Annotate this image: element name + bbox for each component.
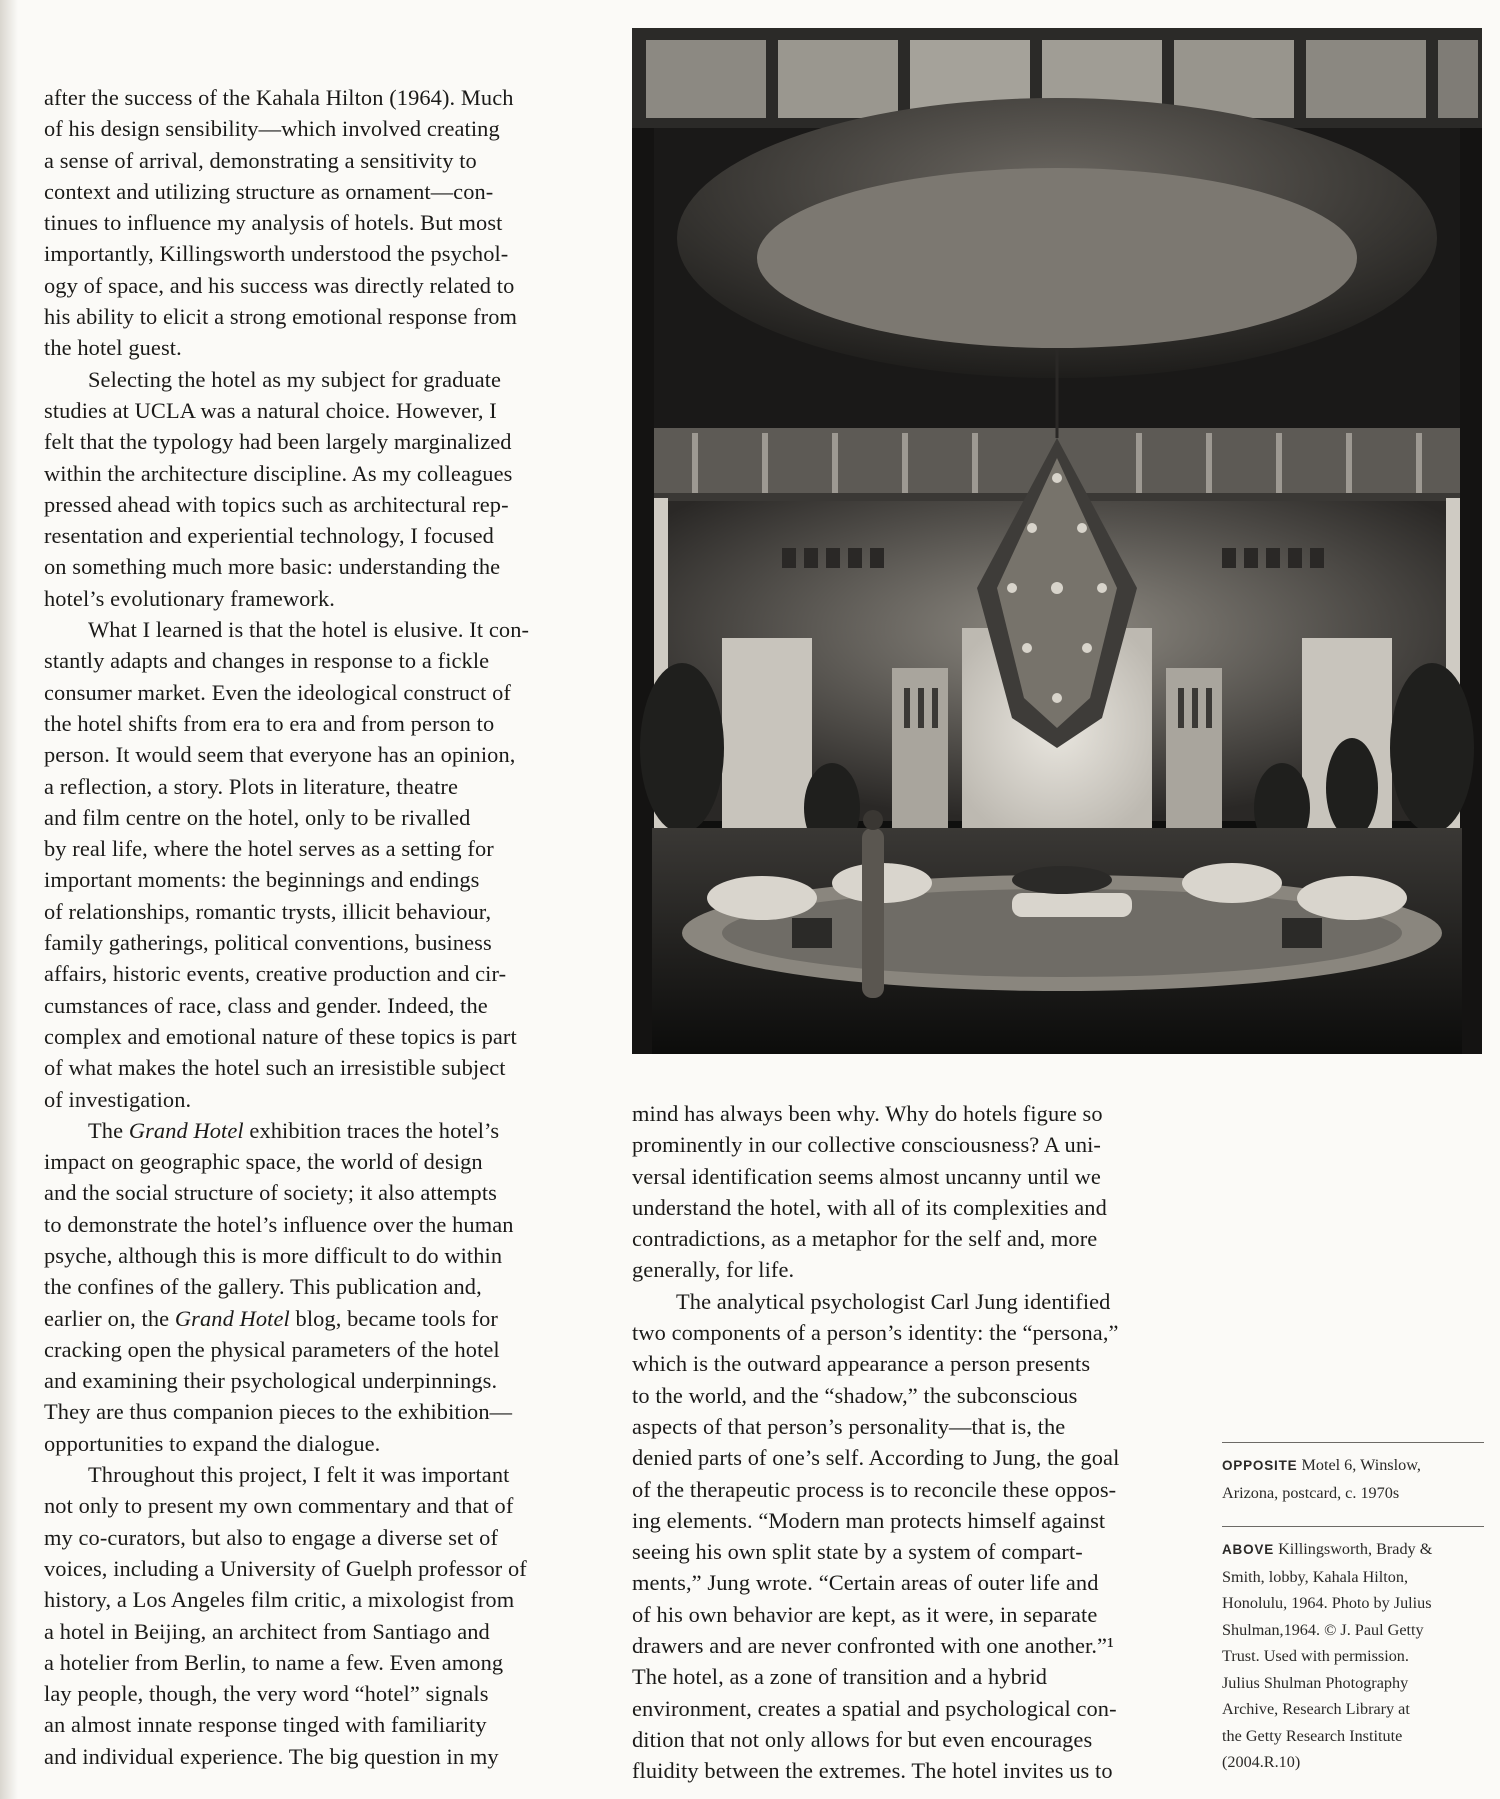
text-line: contradictions, as a metaphor for the self and, more xyxy=(632,1226,1098,1252)
text-line: of his own behavior are kept, as it were, in separate xyxy=(632,1601,1098,1627)
caption-line: Arizona, postcard, c. 1970s xyxy=(1222,1483,1400,1502)
text-line: stantly adapts and changes in response to a fickle xyxy=(44,648,490,674)
text-line: on something much more basic: understanding the xyxy=(44,554,501,580)
caption-text: Motel 6, Winslow, xyxy=(1297,1456,1421,1474)
text-line: voices, including a University of Guelph professor of xyxy=(44,1555,527,1581)
text-line: and individual experience. The big question in my xyxy=(44,1743,499,1769)
text-line: fluidity between the extremes. The hotel invites us to xyxy=(632,1758,1113,1784)
text-line: pressed ahead with topics such as architectural rep- xyxy=(44,491,509,517)
middle-text-column xyxy=(632,1098,1187,1787)
text-line: a hotel in Beijing, an architect from Santiago and xyxy=(44,1618,490,1644)
text-line: history, a Los Angeles film critic, a mixologist from xyxy=(44,1587,515,1613)
text-line: within the architecture discipline. As my colleagues xyxy=(44,460,513,486)
caption-tag-above: ABOVE xyxy=(1222,1542,1275,1557)
page-gutter-shadow xyxy=(0,0,18,1799)
text-line: ing elements. “Modern man protects himself against xyxy=(632,1507,1106,1533)
blog-title-italic: Grand Hotel xyxy=(174,1305,290,1331)
text-line: to demonstrate the hotel’s influence over the human xyxy=(44,1211,514,1237)
text-line: to the world, and the “shadow,” the subconscious xyxy=(632,1382,1078,1408)
text-line: and the social structure of society; it also attempts xyxy=(44,1180,497,1206)
text-line: understand the hotel, with all of its complexities and xyxy=(632,1194,1107,1220)
text-fragment: earlier on, the xyxy=(44,1305,175,1331)
text-line: What I learned is that the hotel is elusive. It con- xyxy=(88,617,530,643)
text-line: tinues to influence my analysis of hotels. But most xyxy=(44,210,503,236)
text-line: They are thus companion pieces to the exhibition— xyxy=(44,1399,513,1425)
text-line: two components of a person’s identity: the “persona,” xyxy=(632,1320,1119,1346)
paragraph-why-hotels xyxy=(632,1098,1187,1286)
lobby-photo-illustration xyxy=(632,28,1482,1054)
text-line: The hotel, as a zone of transition and a hybrid xyxy=(632,1664,1048,1690)
text-line: a sense of arrival, demonstrating a sensitivity to xyxy=(44,147,477,173)
text-line: person. It would seem that everyone has an opinion, xyxy=(44,742,516,768)
caption-divider xyxy=(1222,1442,1484,1443)
text-line: of investigation. xyxy=(44,1086,192,1112)
text-line xyxy=(44,1115,604,1146)
caption-line: Julius Shulman Photography xyxy=(1222,1673,1409,1692)
exhibition-title-italic: Grand Hotel xyxy=(128,1117,244,1143)
caption-line: the Getty Research Institute xyxy=(1222,1726,1403,1745)
text-line: context and utilizing structure as ornament—con- xyxy=(44,178,494,204)
caption-opposite xyxy=(1222,1452,1484,1506)
caption-line xyxy=(1222,1536,1484,1564)
caption-line: Honolulu, 1964. Photo by Julius xyxy=(1222,1594,1432,1612)
text-line: of his design sensibility—which involved creating xyxy=(44,116,500,142)
text-line: The analytical psychologist Carl Jung identified xyxy=(676,1288,1111,1314)
text-line: affairs, historic events, creative production and cir- xyxy=(44,961,507,987)
text-line: family gatherings, political conventions, business xyxy=(44,930,492,956)
text-line: seeing his own split state by a system of compart- xyxy=(632,1539,1083,1565)
text-line: impact on geographic space, the world of design xyxy=(44,1149,483,1175)
text-line: aspects of that person’s personality—that is, the xyxy=(632,1413,1066,1439)
paragraph-killingsworth xyxy=(44,82,604,364)
text-line: of what makes the hotel such an irresistible subject xyxy=(44,1055,506,1081)
caption-divider xyxy=(1222,1526,1484,1527)
text-line: mind has always been why. Why do hotels figure so xyxy=(632,1101,1103,1126)
caption-line: Shulman,1964. © J. Paul Getty xyxy=(1222,1620,1424,1639)
text-line: not only to present my own commentary and that of xyxy=(44,1493,514,1519)
text-line: dition that not only allows for but even encourages xyxy=(632,1726,1093,1752)
text-line: cracking open the physical parameters of the hotel xyxy=(44,1336,500,1362)
text-line: a reflection, a story. Plots in literature, theatre xyxy=(44,773,458,799)
text-fragment: blog, became tools for xyxy=(289,1305,498,1331)
text-line: hotel’s evolutionary framework. xyxy=(44,585,335,611)
paragraph-exhibition xyxy=(44,1115,604,1459)
text-line: of the therapeutic process is to reconcile these oppos- xyxy=(632,1476,1117,1502)
text-line: Throughout this project, I felt it was important xyxy=(88,1462,510,1488)
text-line: Selecting the hotel as my subject for graduate xyxy=(88,366,502,392)
caption-line: Smith, lobby, Kahala Hilton, xyxy=(1222,1567,1408,1586)
text-fragment: exhibition traces the hotel’s xyxy=(243,1117,500,1143)
text-line: drawers and are never confronted with one another.”¹ xyxy=(632,1633,1114,1659)
caption-line: Archive, Research Library at xyxy=(1222,1700,1410,1718)
text-line: importantly, Killingsworth understood the psychol- xyxy=(44,241,509,267)
text-line: his ability to elicit a strong emotional response from xyxy=(44,304,518,330)
text-line: after the success of the Kahala Hilton (1964). Much xyxy=(44,85,514,110)
text-line: generally, for life. xyxy=(632,1257,795,1283)
text-line: felt that the typology had been largely marginalized xyxy=(44,429,512,455)
caption-text: Killingsworth, Brady & xyxy=(1274,1540,1433,1558)
text-line: opportunities to expand the dialogue. xyxy=(44,1430,381,1456)
text-line: versal identification seems almost uncanny until we xyxy=(632,1163,1101,1189)
text-line: ogy of space, and his success was directly related to xyxy=(44,272,515,298)
caption-above xyxy=(1222,1536,1484,1776)
text-line: of relationships, romantic trysts, illicit behaviour, xyxy=(44,898,492,924)
text-line: prominently in our collective consciousness? A uni- xyxy=(632,1132,1101,1158)
caption-line: (2004.R.10) xyxy=(1222,1753,1301,1771)
text-line: a hotelier from Berlin, to name a few. Even among xyxy=(44,1649,504,1675)
text-line: the confines of the gallery. This publication and, xyxy=(44,1274,482,1300)
text-line: and film centre on the hotel, only to be rivalled xyxy=(44,804,471,830)
text-line: which is the outward appearance a person presents xyxy=(632,1351,1091,1377)
text-line: ments,” Jung wrote. “Certain areas of outer life and xyxy=(632,1570,1099,1596)
text-line: important moments: the beginnings and endings xyxy=(44,867,480,893)
text-line: an almost innate response tinged with familiarity xyxy=(44,1712,487,1738)
text-line: complex and emotional nature of these topics is part xyxy=(44,1023,517,1049)
text-line: by real life, where the hotel serves as a setting for xyxy=(44,836,494,862)
text-line: and examining their psychological underpinnings. xyxy=(44,1368,498,1394)
text-line: the hotel shifts from era to era and from person to xyxy=(44,710,495,736)
text-line: psyche, although this is more difficult to do within xyxy=(44,1242,503,1268)
paragraph-elusive xyxy=(44,614,604,1115)
text-line: my co-curators, but also to engage a diverse set of xyxy=(44,1524,499,1550)
text-line: cumstances of race, class and gender. Indeed, the xyxy=(44,992,488,1018)
lobby-photograph xyxy=(632,28,1482,1054)
text-fragment: The xyxy=(88,1117,129,1143)
text-line: resentation and experiential technology, I focused xyxy=(44,523,494,549)
caption-line: Trust. Used with permission. xyxy=(1222,1647,1409,1665)
text-line: denied parts of one’s self. According to Jung, the goal xyxy=(632,1445,1120,1471)
paragraph-jung xyxy=(632,1286,1187,1787)
caption-tag-opposite: OPPOSITE xyxy=(1222,1458,1298,1473)
text-line: consumer market. Even the ideological construct of xyxy=(44,679,511,705)
text-line: lay people, though, the very word “hotel” signals xyxy=(44,1681,489,1707)
caption-line xyxy=(1222,1452,1484,1480)
left-text-column xyxy=(44,82,604,1772)
text-line: the hotel guest. xyxy=(44,335,182,361)
text-line xyxy=(44,1303,604,1334)
text-line: environment, creates a spatial and psychological con- xyxy=(632,1695,1117,1721)
paragraph-ucla xyxy=(44,364,604,614)
text-line: studies at UCLA was a natural choice. However, I xyxy=(44,397,497,423)
paragraph-throughout xyxy=(44,1459,604,1772)
